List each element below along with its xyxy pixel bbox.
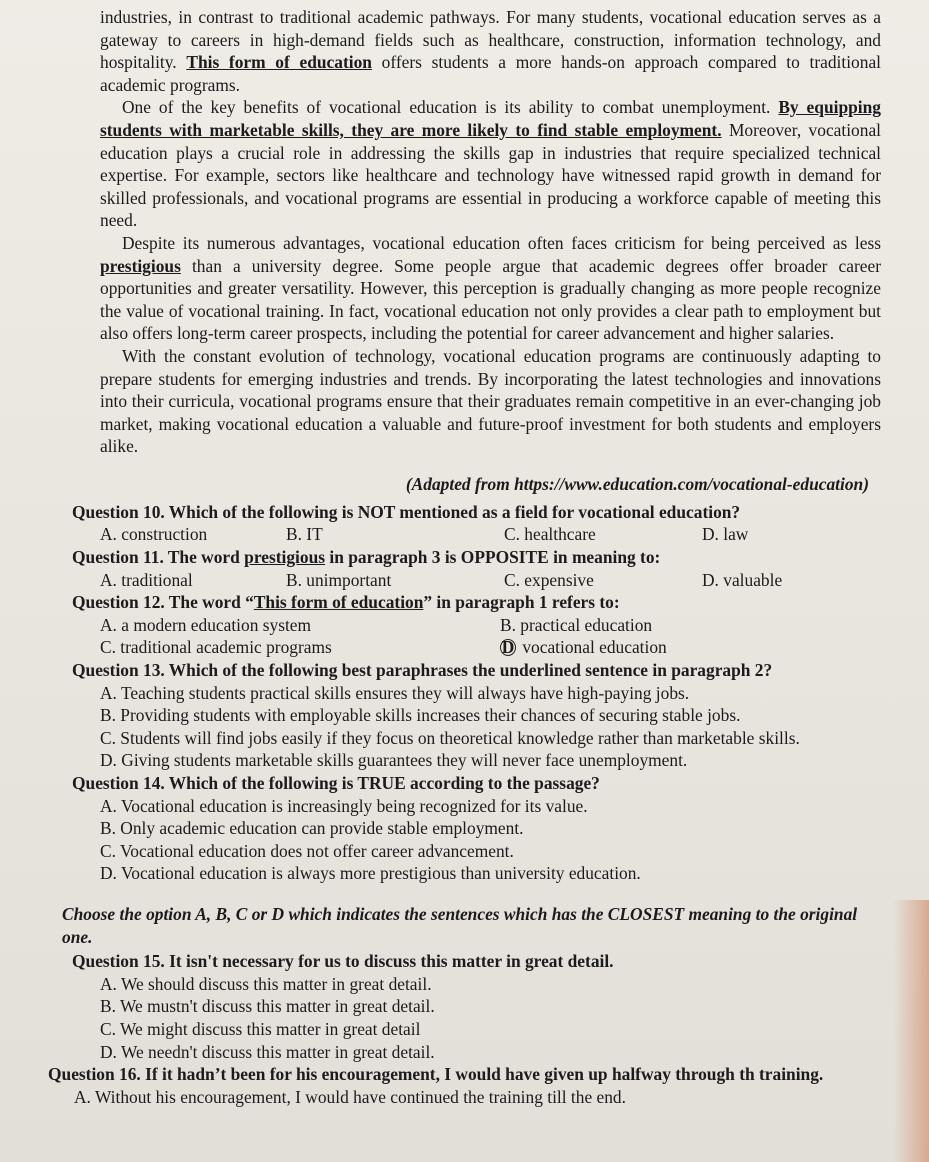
q13-option-a[interactable]: A. Teaching students practical skills ensures they will always have high-paying jobs. xyxy=(100,682,690,703)
q12-option-a[interactable]: A. a modern education system xyxy=(100,614,312,635)
q13-option-b[interactable]: B. Providing students with employable skills increases their chances of securing stable jobs. xyxy=(100,705,741,726)
q10-option-b[interactable]: B. IT xyxy=(286,524,323,545)
paragraph-2-text-end: Moreover, vocational education plays a crucial role in addressing the skills gap in industries that require specialized technical expertise. For example, sectors like healthcare and technology have witnessed rapid growth in demand for skilled professionals, and vocational programs are essential in producing a workforce capable of meeting this need. xyxy=(100,119,881,231)
q16-option-a[interactable]: A. Without his encouragement, I would have continued the training till the end. xyxy=(74,1086,626,1107)
q11-option-c[interactable]: C. expensive xyxy=(504,569,594,590)
question-16-title: Question 16. If it hadn’t been for his encouragement, I would have given up halfway through th training. xyxy=(48,1064,824,1085)
q11-option-d[interactable]: D. valuable xyxy=(702,569,783,590)
q10-option-a[interactable]: A. construction xyxy=(100,524,208,545)
underlined-word-prestigious: prestigious xyxy=(100,255,181,276)
q11-option-a[interactable]: A. traditional xyxy=(100,569,193,590)
paragraph-4: With the constant evolution of technology, vocational education programs are continuously adapting to prepare students for emerging industries and trends. By incorporating the latest technologies and innovations into their curricula, vocational programs ensure that their graduates remain competitive in an ever-changing job market, making vocational education a valuable and future-proof investment for both students and employers alike. xyxy=(100,345,881,457)
section-instruction: Choose the option A, B, C or D which indicates the sentences which has the CLOSEST meaning to the original one. xyxy=(62,903,858,947)
q12-title-underlined: This form of education xyxy=(253,592,424,613)
question-11 xyxy=(72,546,881,591)
q15-option-d[interactable]: D. We needn't discuss this matter in great detail. xyxy=(100,1041,435,1062)
q11-option-b[interactable]: B. unimportant xyxy=(286,569,392,590)
question-10-title: Question 10. Which of the following is NOT mentioned as a field for vocational education? xyxy=(72,501,741,522)
q10-option-d[interactable]: D. law xyxy=(702,524,749,545)
underlined-phrase-this-form: This form of education xyxy=(186,52,372,73)
q15-option-b[interactable]: B. We mustn't discuss this matter in great detail. xyxy=(100,996,435,1017)
paragraph-1 xyxy=(100,6,881,96)
paragraph-3-text-end: than a university degree. Some people argue that academic degrees offer broader career opportunities and greater versatility. However, this perception is gradually changing as more people recognize the value of vocational training. In fact, vocational education not only provides a clear path to employment but also offers long-term career prospects, including the potential for career advancement and higher salaries. xyxy=(100,255,881,344)
q14-option-a[interactable]: A. Vocational education is increasingly being recognized for its value. xyxy=(100,795,588,816)
question-15-title: Question 15. It isn't necessary for us to discuss this matter in great detail. xyxy=(72,951,614,972)
paragraph-2-text: One of the key benefits of vocational education is its ability to combat unemployment. xyxy=(122,97,779,118)
question-12 xyxy=(72,591,881,659)
q12-option-d-text: vocational education xyxy=(518,637,667,658)
source-citation: (Adapted from https://www.education.com/vocational-education) xyxy=(405,473,869,494)
q12-title-start: Question 12. The word “ xyxy=(72,592,254,613)
q10-option-c[interactable]: C. healthcare xyxy=(504,524,596,545)
q14-option-d[interactable]: D. Vocational education is always more prestigious than university education. xyxy=(100,863,641,884)
question-16 xyxy=(48,1063,881,1108)
circled-answer-mark: D xyxy=(501,637,515,658)
paragraph-1-text-end: offers students a more hands-on approach compared to traditional academic programs. xyxy=(100,52,881,95)
q12-option-d[interactable] xyxy=(500,636,881,659)
question-13-title: Question 13. Which of the following best paraphrases the underlined sentence in paragraph 2? xyxy=(72,660,773,681)
q15-option-a[interactable]: A. We should discuss this matter in great detail. xyxy=(100,973,432,994)
question-13 xyxy=(72,659,881,772)
q12-option-b[interactable]: B. practical education xyxy=(500,614,653,635)
paragraph-3-text: Despite its numerous advantages, vocational education often faces criticism for being perceived as less xyxy=(122,232,881,253)
question-11-title xyxy=(72,546,881,569)
q14-option-c[interactable]: C. Vocational education does not offer career advancement. xyxy=(100,840,514,861)
underlined-sentence: By equipping students with marketable skills, they are more likely to find stable employment. xyxy=(100,97,881,140)
question-15 xyxy=(72,950,881,1063)
question-10 xyxy=(72,501,881,546)
q13-option-c[interactable]: C. Students will find jobs easily if they focus on theoretical knowledge rather than marketable skills. xyxy=(100,727,800,748)
question-14 xyxy=(72,772,881,885)
question-14-title: Question 14. Which of the following is TRUE according to the passage? xyxy=(72,773,600,793)
paragraph-2 xyxy=(100,96,881,232)
q11-title-end: in paragraph 3 is OPPOSITE in meaning to: xyxy=(325,547,661,568)
q11-title-start: Question 11. The word xyxy=(72,547,245,568)
paragraph-1-text: industries, in contrast to traditional academic pathways. For many students, vocational education serves as a gateway to careers in high-demand fields such as healthcare, construction, information technology, and hospitality. xyxy=(100,7,881,73)
q12-title-end: ” in paragraph 1 refers to: xyxy=(423,592,620,613)
question-12-title xyxy=(72,591,881,614)
q13-option-d[interactable]: D. Giving students marketable skills guarantees they will never face unemployment. xyxy=(100,750,688,771)
q14-option-b[interactable]: B. Only academic education can provide stable employment. xyxy=(100,818,524,839)
q15-option-c[interactable]: C. We might discuss this matter in great detail xyxy=(100,1018,421,1039)
paragraph-3 xyxy=(100,232,881,345)
finger-shadow xyxy=(893,900,929,1162)
q11-title-underlined: prestigious xyxy=(244,547,326,568)
q12-option-c[interactable]: C. traditional academic programs xyxy=(100,637,332,658)
